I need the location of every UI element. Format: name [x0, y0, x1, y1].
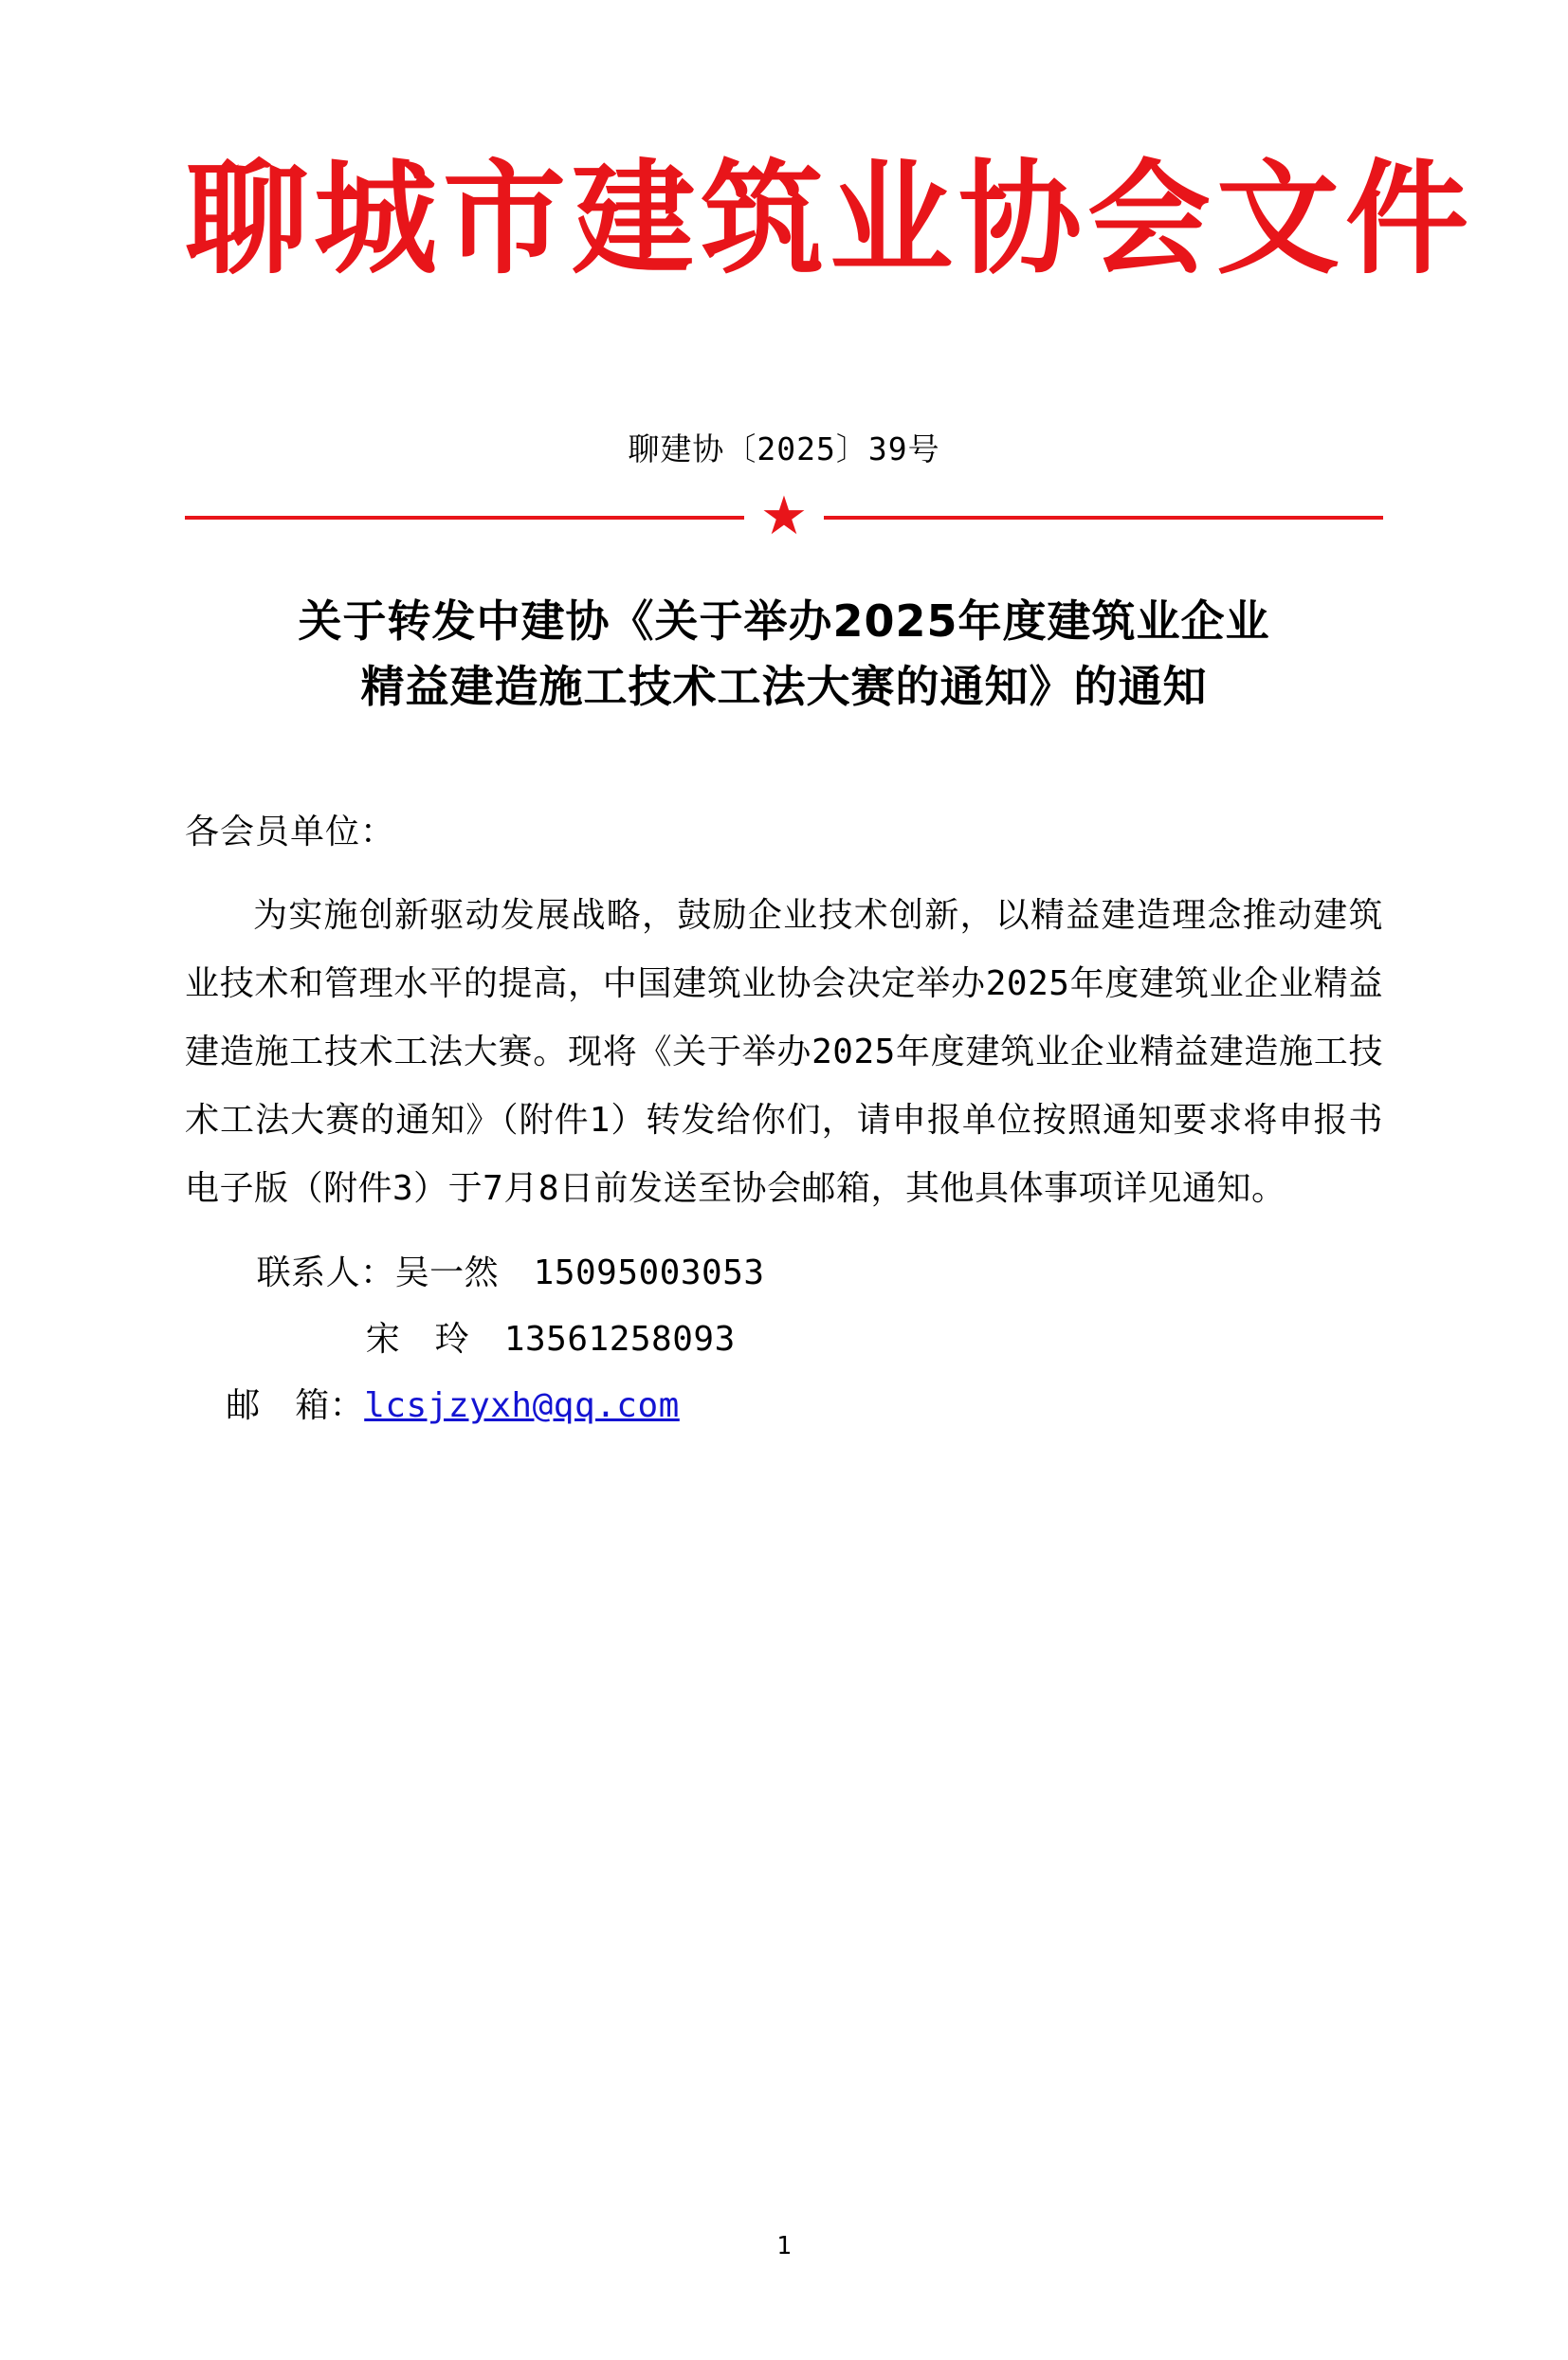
document-title — [185, 589, 1383, 720]
divider-line-left — [185, 516, 744, 520]
email-link[interactable]: lcsjzyxh@qq.com — [364, 1386, 680, 1426]
email-label: 邮 箱： — [226, 1386, 365, 1426]
letterhead-title: 聊城市建筑业协会文件 — [185, 147, 1475, 291]
divider-line-right — [824, 516, 1383, 520]
contact-label: 联系人： — [256, 1253, 395, 1292]
contact-line-2 — [185, 1307, 1383, 1373]
contact-person-1-phone: 15095003053 — [533, 1253, 765, 1292]
contact-spacer-1 — [499, 1253, 534, 1292]
body-paragraph-1: 为实施创新驱动发展战略，鼓励企业技术创新，以精益建造理念推动建筑业技术和管理水平的提高，中国建筑业协会决定举办2025年度建筑业企业精益建造施工技术工法大赛。现将《关于举办2025年度建筑业企业精益建造施工技术工法大赛的通知》（附件1）转发给你们，请申报单位按照通知要求将申报书电子版（附件3）于7月8日前发送至协会邮箱，其他具体事项详见通知。 — [185, 895, 1383, 1208]
contact-person-1-name: 吴一然 — [394, 1253, 500, 1292]
contact-spacer-2 — [469, 1320, 504, 1359]
document-title-line-2: 精益建造施工技术工法大赛的通知》的通知 — [360, 660, 1208, 712]
star-icon: ★ — [759, 486, 809, 546]
red-divider — [185, 486, 1383, 546]
document-title-line-1: 关于转发中建协《关于举办2025年度建筑业企业 — [298, 595, 1270, 647]
contact-person-2-name: 宋 玲 — [365, 1320, 470, 1360]
contact-block — [185, 1240, 1383, 1440]
salutation: 各会员单位： — [185, 812, 396, 851]
contact-person-2-phone: 13561258093 — [503, 1320, 736, 1360]
document-number: 聊建协〔2025〕39号 — [628, 430, 940, 467]
contact-line-1 — [185, 1240, 1383, 1307]
page-number: 1 — [776, 2232, 792, 2260]
contact-line-3 — [185, 1373, 1383, 1439]
document-page — [0, 142, 1568, 2360]
